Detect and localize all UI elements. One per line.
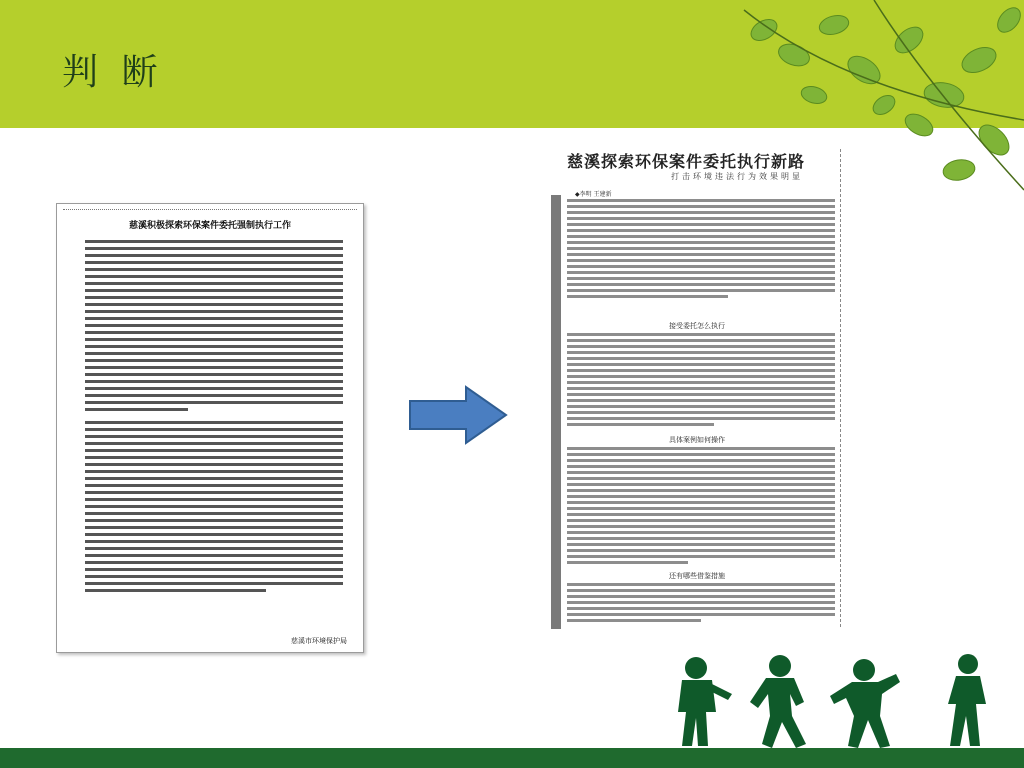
original-document-title: 慈溪积极探索环保案件委托强制执行工作 <box>128 221 291 231</box>
slide-title: 判 断 <box>62 52 164 93</box>
header-rule <box>63 209 357 212</box>
right-arrow-icon <box>408 385 508 445</box>
published-article <box>551 141 843 629</box>
article-body-2 <box>567 333 835 429</box>
article-body-1 <box>567 199 835 301</box>
original-document <box>56 203 364 653</box>
article-subtitle: 打击环境违法行为效果明显 <box>671 172 803 181</box>
article-heading-1: 接受委托怎么执行 <box>669 322 725 330</box>
article-body-3 <box>567 447 835 567</box>
article-heading-3: 还有哪些借鉴措施 <box>669 572 725 580</box>
footer-band <box>0 748 1024 768</box>
page-spine <box>551 195 561 629</box>
document-body <box>85 240 343 596</box>
column-rule <box>840 149 841 627</box>
children-silhouette-icon <box>668 654 1008 750</box>
article-title: 慈溪探索环保案件委托执行新路 <box>567 152 806 171</box>
article-heading-2: 具体案例如何操作 <box>669 436 725 444</box>
signature-text: 慈溪市环境保护局 <box>291 637 347 645</box>
article-body-4 <box>567 583 835 625</box>
article-author: ◆李明 王建新 <box>575 191 612 198</box>
